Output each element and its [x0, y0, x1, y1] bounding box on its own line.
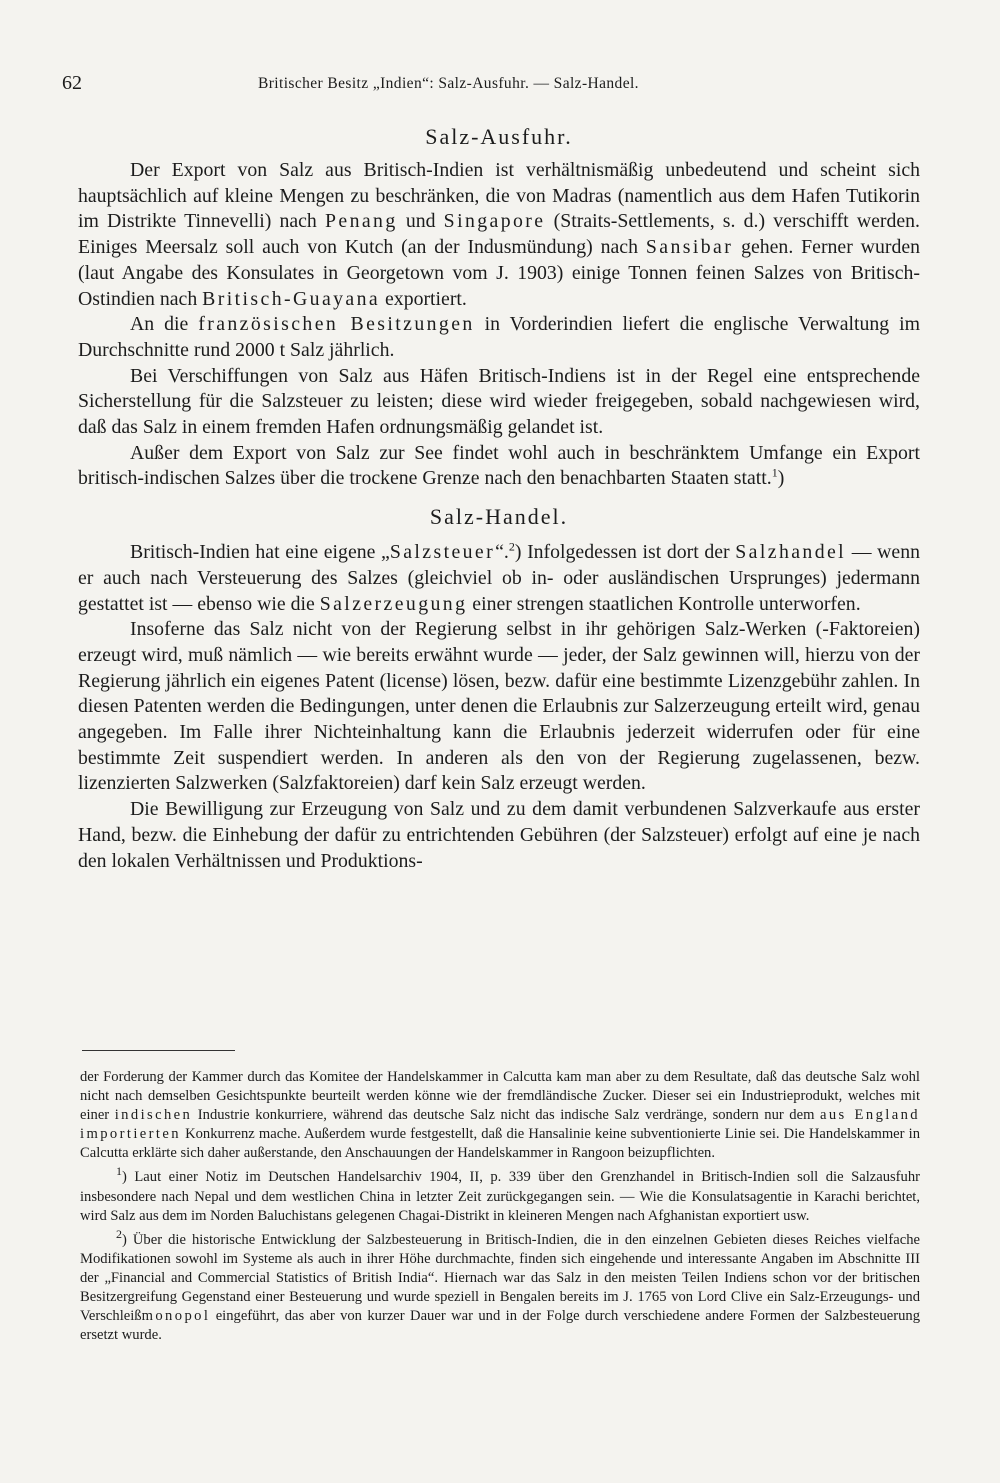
paragraph: Bei Verschiffungen von Salz aus Häfen Britisch-Indiens ist in der Regel eine entsprechende Sicherstellung für die Salzsteuer zu leisten; diese wird wieder freigegeben, sobald nachgewiesen wird, daß das Salz in einem fremden Hafen ordnungsmäßig gelandet ist.: [78, 364, 920, 439]
emphasis: Salzerzeugung: [319, 592, 468, 615]
paragraph: An die französischen Besitzungen in Vorderindien liefert die englische Verwaltung im Durchschnitte rund 2000 t Salz jährlich.: [78, 313, 920, 361]
paragraph: Die Bewilligung zur Erzeugung von Salz und zu dem damit verbundenen Salzverkaufe aus erster Hand, bezw. die Einhebung der dafür zu entrichtenden Gebühren (der Salzsteuer) erfolgt auf eine je nach den lokalen Verhältnissen und Produktions-: [78, 798, 920, 872]
emphasis: aus England importierten: [80, 1107, 920, 1143]
paragraph: Der Export von Salz aus Britisch-Indien ist verhältnismäßig unbedeutend und scheint sich hauptsächlich auf kleine Mengen zu beschränken, die von Madras (namentlich aus dem Hafen Tutikorin im Distrikte Tinnevelli) nach Penang und Singapore (Straits-Settlements, s. d.) verschifft werden. Einiges Meersalz soll auch von Kutch (an der Indusmündung) nach Sansibar gehen. Ferner wurden (laut Angabe des Konsulates in Georgetown vom J. 1903) einige Tonnen feinen Salzes von Britisch-Ostindien nach Britisch-Guayana exportiert.: [78, 159, 921, 310]
footnote-2: $^2$) Über die historische Entwicklung der Salzbesteuerung in Britisch-Indien, die in den einzelnen Gebieten dieses Reiches vielfache Modifikationen sowohl im Systeme als auch in ihrer Höhe durchmachte, finden sich eingehende und interessante Angaben im Abschnitte III der „Financial and Commercial Statistics of British India“. Hiernach war das Salz in den meisten Teilen Indiens schon vor der britischen Besitzergreifung Gegenstand einer Besteuerung und wurde speziell in Bengalen bereits im J. 1765 von Lord Clive ein Salz-Erzeugungs- und Verschleißmonopol eingeführt, das aber von kurzer Dauer war und in der Folge durch verschiedene andere Formen der Salzbesteuerung ersetzt wurde.: [80, 1226, 920, 1344]
paragraph: Außer dem Export von Salz zur See findet wohl auch in beschränktem Umfange ein Export britisch-indischen Salzes über die trockene Grenze nach den benachbarten Staaten statt.$^1$): [78, 441, 920, 490]
emphasis: französischen Besitzungen: [198, 313, 475, 336]
page-header: [62, 72, 922, 96]
emphasis: Salzhandel: [735, 541, 847, 564]
running-head: Britischer Besitz „Indien“: Salz-Ausfuhr. — Salz-Handel.: [258, 75, 639, 92]
footnote-mark: 2: [116, 1226, 122, 1241]
emphasis: indischen: [114, 1107, 193, 1124]
emphasis: Penang: [325, 210, 398, 233]
section-title-salz-handel: Salz-Handel.: [429, 504, 569, 530]
footnote-continuation: der Forderung der Kammer durch das Komitee der Handelskammer in Calcutta kam man aber zu dem Resultate, daß das deutsche Salz wohl nicht nach demselben Gesichtspunkte beurteilt werden könne wie der fremdländische Zucker. Dieser sei ein Industrieprodukt, welches mit einer indischen Industrie konkurriere, während das deutsche Salz nicht das indische Salz verdränge, sondern nur dem aus England importierten Konkurrenz mache. Außerdem wurde festgestellt, daß die Hansalinie keine subventionierte Linie sei. Die Handelskammer in Calcutta erklärte sich daher außerstande, den Anschauungen der Handelskammer in Rangoon beizupflichten.: [80, 1069, 920, 1162]
footnote-ref: 1: [771, 465, 778, 480]
footnote-1: $^1$) Laut einer Notiz im Deutschen Handelsarchiv 1904, II, p. 339 über den Grenzhandel in Britisch-Indien soll die Salzausfuhr insbesondere nach Nepal und dem westlichen China in letzter Zeit zurückgegangen sein. — Wie die Konsulatsagentie in Karachi berichtet, wird Salz aus dem im Norden Baluchistans gelegenen Chagai-Distrikt in kleineren Mengen nach Afghanistan exportiert usw.: [80, 1164, 920, 1224]
paragraph: Britisch-Indien hat eine eigene „Salzsteuer“.$^2$) Infolgedessen ist dort der Salzhandel — wenn er auch nach Versteuerung des Salzes (gleichviel ob in- oder ausländischen Ursprunges) jedermann gestattet ist — ebenso wie die Salzerzeugung einer strengen staatlichen Kontrolle unterworfen.: [78, 539, 920, 615]
page-number: 62: [62, 72, 82, 94]
emphasis: Salzsteuer: [389, 541, 496, 564]
footnote-mark: 1: [116, 1164, 122, 1179]
emphasis: Sansibar: [645, 236, 734, 259]
emphasis: Singapore: [443, 210, 546, 233]
main-text: [78, 122, 920, 874]
emphasis: monopol: [141, 1308, 211, 1325]
emphasis: Britisch-Guayana: [202, 287, 381, 310]
section-title-salz-ausfuhr: Salz-Ausfuhr.: [425, 124, 573, 149]
paragraph: Insoferne das Salz nicht von der Regierung selbst in ihr gehörigen Salz-Werken (-Faktoreien) erzeugt wird, muß nämlich — wie bereits erwähnt wurde — jeder, der Salz gewinnen will, hierzu von der Regierung jährlich ein eigenes Patent (license) lösen, bezw. dafür eine bestimmte Lizenzgebühr zahlen. In diesen Patenten werden die Bedingungen, unter denen die Erlaubnis zur Salzerzeugung erteilt wird, genau angegeben. Im Falle ihrer Nichteinhaltung kann die Erlaubnis jederzeit widerrufen oder für eine bestimmte Zeit suspendiert werden. In anderen als den von der Regierung zugelassenen, bezw. lizenzierten Salzwerken (Salzfaktoreien) darf kein Salz erzeugt werden.: [78, 618, 920, 795]
footnote-ref: 2: [508, 539, 515, 554]
footnote-divider: [82, 1050, 235, 1051]
footnotes: [80, 1068, 920, 1350]
